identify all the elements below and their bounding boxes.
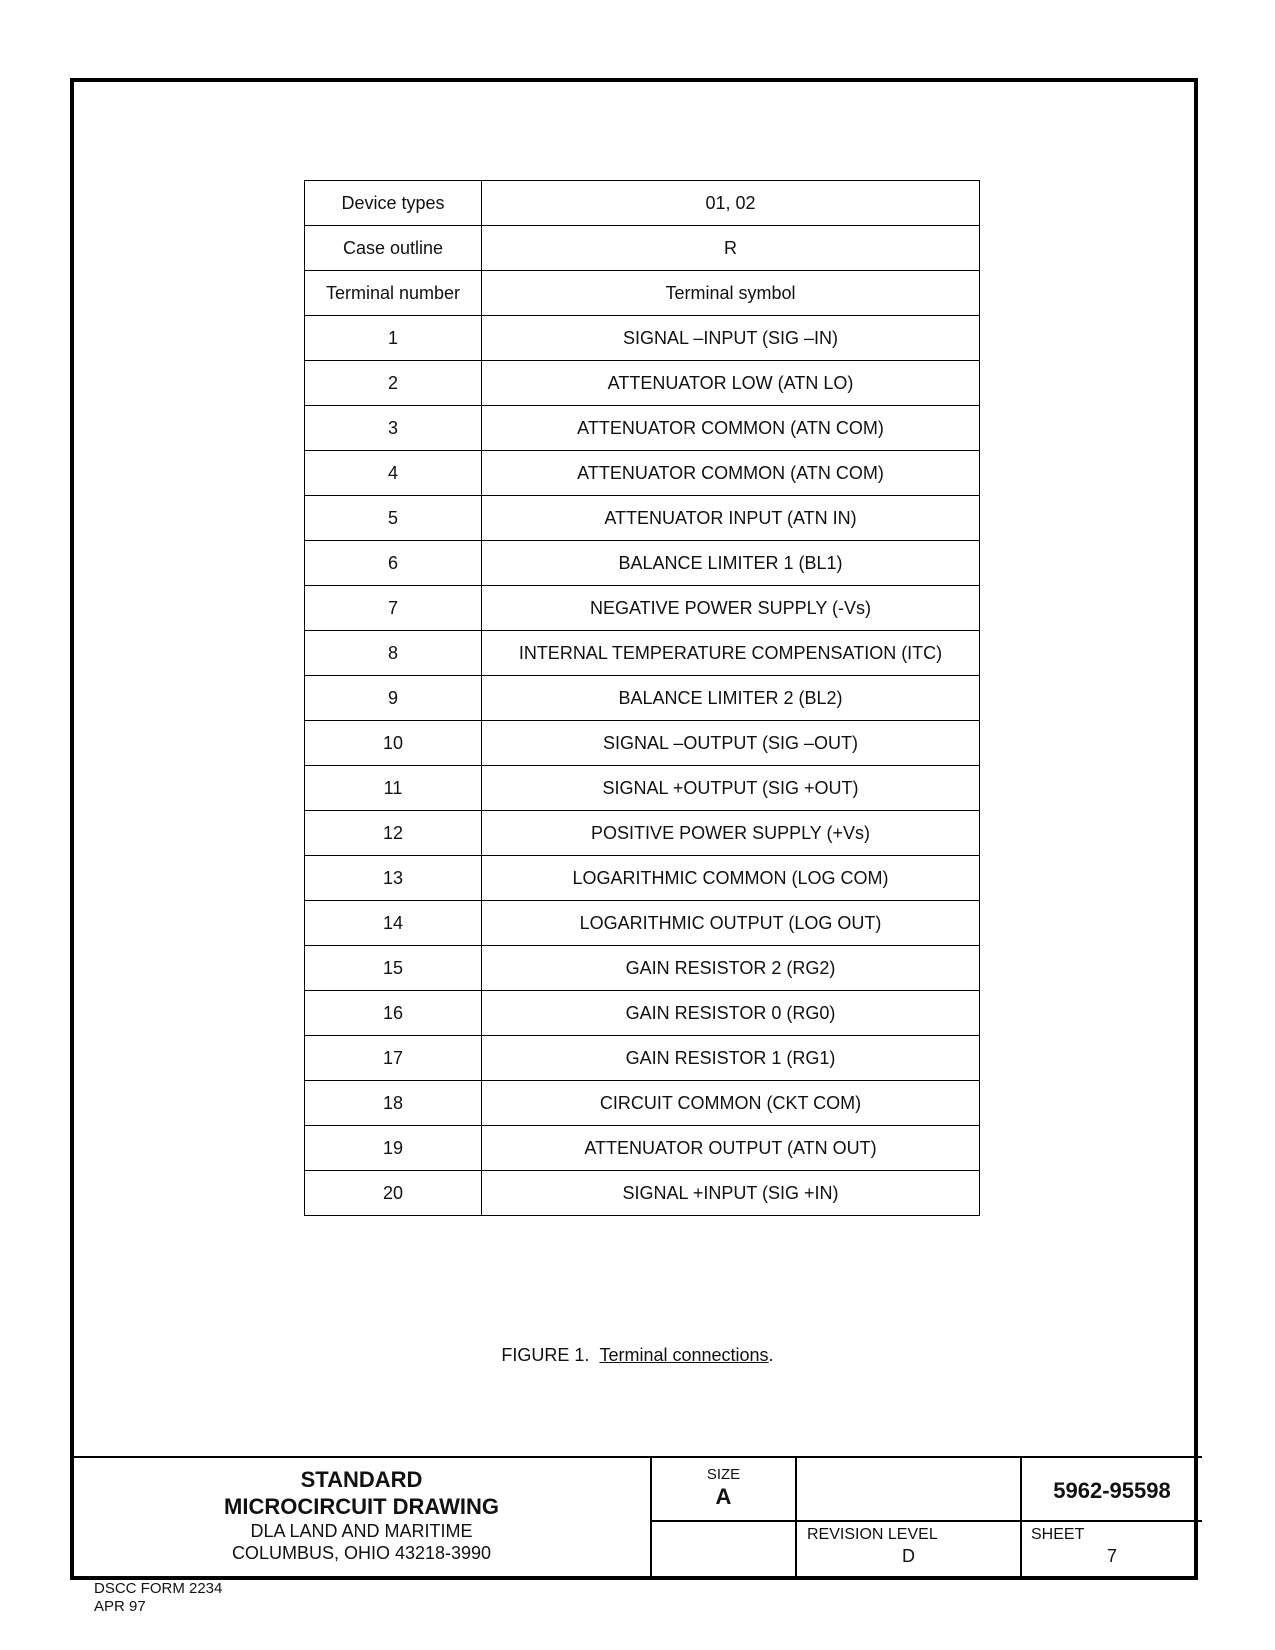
- terminal-symbol: CIRCUIT COMMON (CKT COM): [482, 1081, 980, 1126]
- case-outline-value: R: [482, 226, 980, 271]
- terminal-symbol: LOGARITHMIC COMMON (LOG COM): [482, 856, 980, 901]
- terminal-number: 19: [305, 1126, 482, 1171]
- terminal-number: 5: [305, 496, 482, 541]
- agency-name: DLA LAND AND MARITIME: [250, 1521, 473, 1541]
- terminal-number: 2: [305, 361, 482, 406]
- terminal-number: 12: [305, 811, 482, 856]
- terminal-number: 3: [305, 406, 482, 451]
- title-block: [73, 1456, 1202, 1578]
- table-row: [305, 766, 980, 811]
- form-number: [94, 1580, 222, 1616]
- terminal-number: 14: [305, 901, 482, 946]
- table-row: [305, 586, 980, 631]
- table-row: [305, 676, 980, 721]
- terminal-number: 10: [305, 721, 482, 766]
- terminal-symbol: LOGARITHMIC OUTPUT (LOG OUT): [482, 901, 980, 946]
- table-row: [305, 721, 980, 766]
- table-row: [305, 1036, 980, 1081]
- terminal-number: 16: [305, 991, 482, 1036]
- table-row: [305, 856, 980, 901]
- terminal-symbol: POSITIVE POWER SUPPLY (+Vs): [482, 811, 980, 856]
- terminal-number: 11: [305, 766, 482, 811]
- figure-caption: [0, 1345, 1275, 1366]
- agency-address: [73, 1520, 650, 1564]
- terminal-number: 8: [305, 631, 482, 676]
- terminal-symbol: SIGNAL –INPUT (SIG –IN): [482, 316, 980, 361]
- terminal-symbol: BALANCE LIMITER 1 (BL1): [482, 541, 980, 586]
- terminal-number: 1: [305, 316, 482, 361]
- case-outline-label: Case outline: [305, 226, 482, 271]
- terminal-symbol: SIGNAL +INPUT (SIG +IN): [482, 1171, 980, 1216]
- terminal-number: 13: [305, 856, 482, 901]
- table-row: [305, 226, 980, 271]
- terminal-number: 9: [305, 676, 482, 721]
- terminal-number: 17: [305, 1036, 482, 1081]
- terminal-number: 6: [305, 541, 482, 586]
- terminal-symbol: SIGNAL +OUTPUT (SIG +OUT): [482, 766, 980, 811]
- device-types-value: 01, 02: [482, 181, 980, 226]
- table-row: [305, 541, 980, 586]
- table-row: [305, 811, 980, 856]
- terminal-number: 20: [305, 1171, 482, 1216]
- figure-label: FIGURE 1.: [501, 1345, 590, 1365]
- table-row: [305, 631, 980, 676]
- terminal-number: 4: [305, 451, 482, 496]
- terminal-symbol: INTERNAL TEMPERATURE COMPENSATION (ITC): [482, 631, 980, 676]
- terminal-symbol: ATTENUATOR COMMON (ATN COM): [482, 451, 980, 496]
- terminal-symbol: GAIN RESISTOR 0 (RG0): [482, 991, 980, 1036]
- sheet-number: 7: [1106, 1546, 1117, 1566]
- terminal-symbol: ATTENUATOR OUTPUT (ATN OUT): [482, 1126, 980, 1171]
- table-row: [305, 316, 980, 361]
- table-row: [305, 1171, 980, 1216]
- terminal-symbol: ATTENUATOR LOW (ATN LO): [482, 361, 980, 406]
- table-row: [305, 496, 980, 541]
- table-row: [305, 451, 980, 496]
- terminal-symbol: NEGATIVE POWER SUPPLY (-Vs): [482, 586, 980, 631]
- revision-level-value: D: [902, 1546, 915, 1566]
- revision-level-label: REVISION LEVEL: [807, 1526, 938, 1543]
- terminal-number: 18: [305, 1081, 482, 1126]
- sheet-label: SHEET: [1031, 1526, 1085, 1543]
- form-name: DSCC FORM 2234: [94, 1580, 223, 1597]
- form-date: APR 97: [94, 1598, 146, 1615]
- table-row: [305, 946, 980, 991]
- terminal-symbol-header: Terminal symbol: [482, 271, 980, 316]
- figure-title: Terminal connections: [599, 1345, 769, 1365]
- table-row: [305, 271, 980, 316]
- terminal-number-header: Terminal number: [305, 271, 482, 316]
- terminal-symbol: SIGNAL –OUTPUT (SIG –OUT): [482, 721, 980, 766]
- divider: [650, 1520, 1202, 1522]
- terminal-symbol: ATTENUATOR INPUT (ATN IN): [482, 496, 980, 541]
- size-label: SIZE: [706, 1466, 741, 1483]
- table-row: [305, 901, 980, 946]
- terminal-number: 15: [305, 946, 482, 991]
- table-row: [305, 1081, 980, 1126]
- standard-label: STANDARD: [300, 1467, 423, 1492]
- terminal-symbol: GAIN RESISTOR 2 (RG2): [482, 946, 980, 991]
- table-row: [305, 181, 980, 226]
- terminal-symbol: BALANCE LIMITER 2 (BL2): [482, 676, 980, 721]
- microcircuit-drawing-label: MICROCIRCUIT DRAWING: [224, 1494, 499, 1519]
- table-row: [305, 406, 980, 451]
- table-row: [305, 1126, 980, 1171]
- terminal-symbol: ATTENUATOR COMMON (ATN COM): [482, 406, 980, 451]
- table-row: [305, 361, 980, 406]
- table-row: [305, 991, 980, 1036]
- size-value: A: [715, 1484, 732, 1509]
- drawing-number: 5962-95598: [1053, 1478, 1171, 1503]
- terminal-number: 7: [305, 586, 482, 631]
- agency-city: COLUMBUS, OHIO 43218-3990: [231, 1543, 492, 1563]
- terminal-symbol: GAIN RESISTOR 1 (RG1): [482, 1036, 980, 1081]
- device-types-label: Device types: [305, 181, 482, 226]
- figure-period: .: [768, 1345, 774, 1365]
- drawing-type: [73, 1466, 650, 1520]
- terminal-connections-table: [304, 180, 980, 1216]
